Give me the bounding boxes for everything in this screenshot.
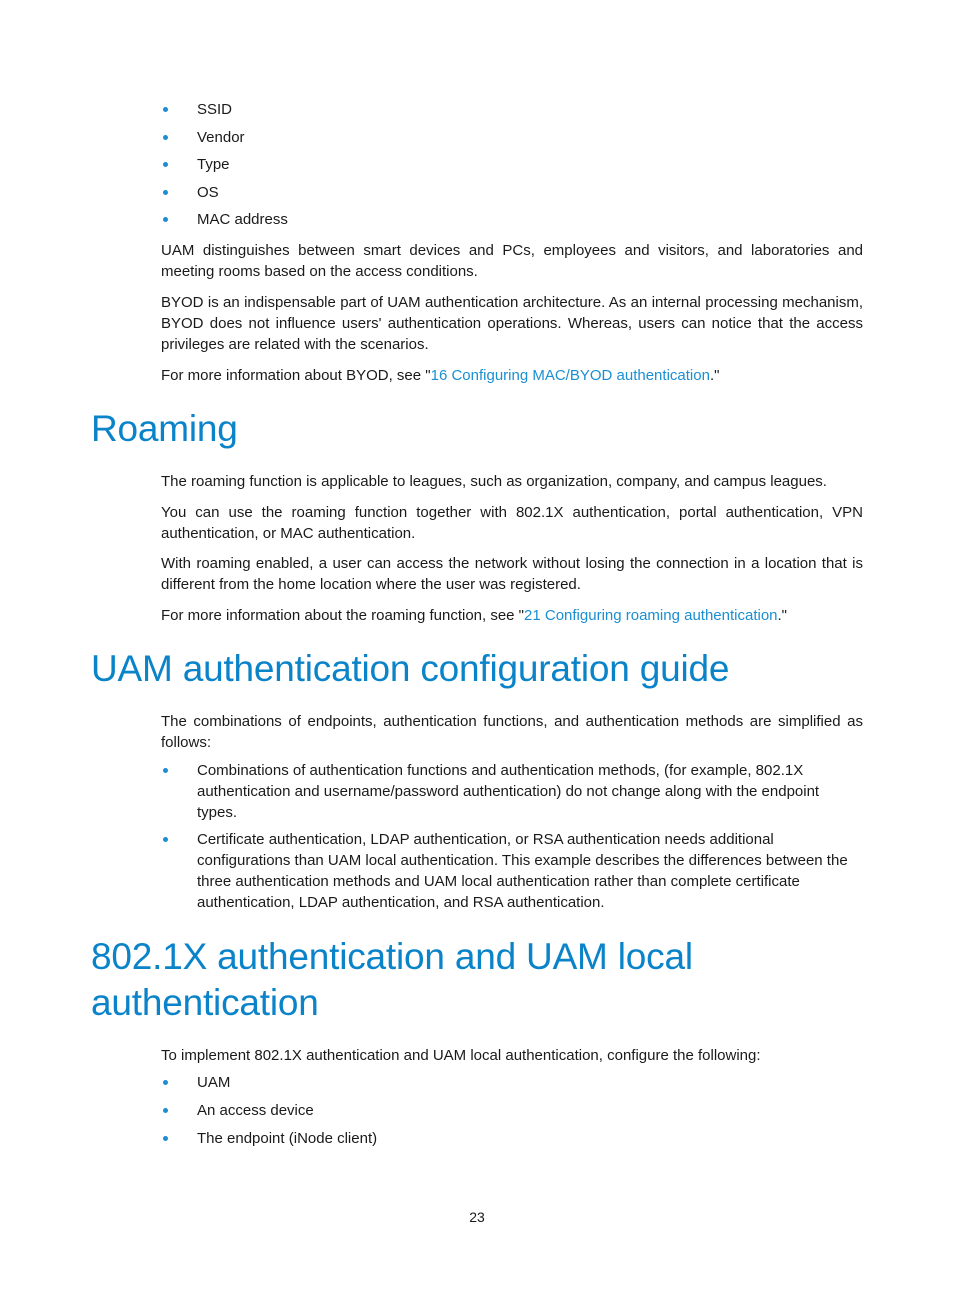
dot1x-bullet-list xyxy=(161,1072,863,1149)
list-item-label: An access device xyxy=(197,1102,314,1119)
bullet-icon xyxy=(163,768,168,773)
bullet-icon xyxy=(163,190,168,195)
byod-authentication-link[interactable]: 16 Configuring MAC/BYOD authentication xyxy=(430,367,710,384)
list-item-label: SSID xyxy=(197,101,233,118)
list-item-label: MAC address xyxy=(197,211,288,228)
list-item xyxy=(161,182,863,203)
list-item-label: OS xyxy=(197,183,219,201)
reference-prefix: For more information about BYOD, see " xyxy=(161,367,431,384)
roaming-paragraph-2: You can use the roaming function together with 802.1X authentication, portal authentication, VPN authentication, or MAC authentication. xyxy=(161,504,863,542)
list-item-label: Vendor xyxy=(197,128,245,146)
byod-reference-paragraph xyxy=(161,365,863,386)
bullet-icon xyxy=(163,837,168,842)
dot1x-paragraph-1: To implement 802.1X authentication and UAM local authentication, configure the following: xyxy=(161,1047,761,1064)
list-item-label: The endpoint (iNode client) xyxy=(197,1130,378,1147)
reference-suffix: ." xyxy=(777,607,788,624)
list-item xyxy=(161,127,863,148)
list-item xyxy=(161,1128,863,1149)
list-item xyxy=(161,154,863,175)
bullet-icon xyxy=(163,1108,168,1113)
bullet-icon xyxy=(163,135,168,140)
roaming-reference-paragraph xyxy=(161,605,863,626)
list-item xyxy=(161,1072,863,1093)
intro-paragraph-1: UAM distinguishes between smart devices and PCs, employees and visitors, and laboratories and meeting rooms based on the access conditions. xyxy=(161,242,863,280)
list-item xyxy=(161,829,863,913)
roaming-paragraph-3: With roaming enabled, a user can access the network without losing the connection in a location that is different from the home location where the user was registered. xyxy=(161,555,863,593)
heading-line-2: authentication xyxy=(91,982,319,1023)
page-number: 23 xyxy=(469,1209,485,1225)
list-item xyxy=(161,1100,863,1121)
list-item xyxy=(161,99,863,120)
guide-paragraph-1: The combinations of endpoints, authentication functions, and authentication methods are simplified as follows: xyxy=(161,713,863,751)
reference-suffix: ." xyxy=(709,367,720,384)
guide-bullet-list xyxy=(161,760,863,913)
list-item-label: Type xyxy=(197,156,230,173)
roaming-heading: Roaming xyxy=(91,408,238,449)
list-item-label: Combinations of authentication functions and authentication methods, (for example, 802.1X authentication and username/password authentication) do not change along with the endpoint types. xyxy=(197,762,820,821)
dot1x-local-auth-heading xyxy=(91,934,871,1026)
roaming-paragraph-1: The roaming function is applicable to leagues, such as organization, company, and campus leagues. xyxy=(161,473,827,490)
heading-line-1: 802.1X authentication and UAM local xyxy=(91,936,693,977)
roaming-authentication-link[interactable]: 21 Configuring roaming authentication xyxy=(524,607,778,624)
bullet-icon xyxy=(163,162,168,167)
reference-prefix: For more information about the roaming function, see " xyxy=(161,607,525,624)
intro-paragraph-2: BYOD is an indispensable part of UAM authentication architecture. As an internal processing mechanism, BYOD does not influence users' authentication operations. Whereas, users can notice that the access privileges are related with the scenarios. xyxy=(161,294,863,353)
list-item xyxy=(161,760,863,823)
list-item xyxy=(161,209,863,230)
bullet-icon xyxy=(163,1080,168,1085)
bullet-icon xyxy=(163,217,168,222)
bullet-icon xyxy=(163,1136,168,1141)
configuration-guide-heading: UAM authentication configuration guide xyxy=(91,648,730,689)
attribute-list xyxy=(161,99,863,230)
list-item-label: UAM xyxy=(197,1074,231,1091)
bullet-icon xyxy=(163,107,168,112)
list-item-label: Certificate authentication, LDAP authentication, or RSA authentication needs additional configurations than UAM local authentication. This example describes the differences between the three authentication methods and UAM local authentication rather than complete certificate authentication, LDAP authentication, and RSA authentication. xyxy=(197,831,848,911)
